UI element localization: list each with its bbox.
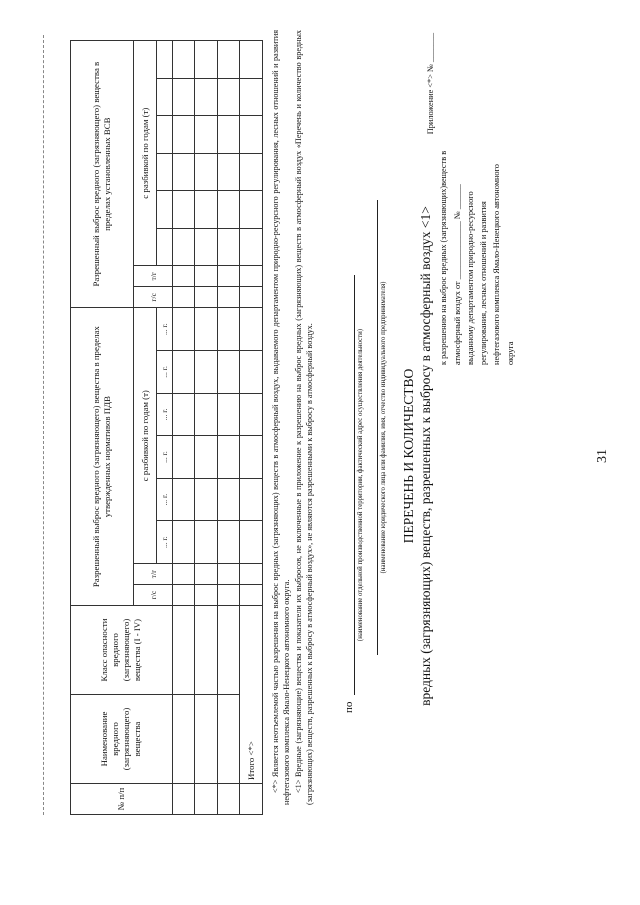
table-cell bbox=[217, 266, 240, 287]
appendix-line: нефтегазового комплекса Ямало-Ненецкого автономного bbox=[492, 164, 502, 365]
year-cell-empty bbox=[156, 41, 172, 79]
year-cell: ... г. bbox=[156, 478, 172, 521]
table-cell bbox=[195, 266, 218, 287]
table-cell bbox=[195, 308, 218, 351]
table-cell bbox=[195, 606, 218, 695]
table-cell bbox=[217, 564, 240, 585]
header-vsv-years: с разбивкой по годам (т) bbox=[134, 41, 157, 266]
table-cell bbox=[195, 436, 218, 479]
table-cell bbox=[217, 695, 240, 784]
year-cell-empty bbox=[156, 116, 172, 154]
table-cell bbox=[217, 351, 240, 394]
header-pdv-years: с разбивкой по годам (т) bbox=[134, 308, 157, 564]
table-cell bbox=[240, 266, 263, 287]
title-line-2: вредных (загрязняющих) веществ, разрешенных к выбросу в атмосферный воздух <1> bbox=[418, 206, 433, 706]
table-cell bbox=[195, 478, 218, 521]
table-cell bbox=[217, 436, 240, 479]
appendix-block bbox=[424, 33, 517, 365]
table-cell bbox=[240, 116, 263, 154]
table-cell bbox=[172, 228, 195, 266]
table-cell bbox=[195, 41, 218, 79]
year-cell-empty bbox=[156, 191, 172, 229]
title-line-1: ПЕРЕЧЕНЬ И КОЛИЧЕСТВО bbox=[401, 368, 416, 544]
document-title bbox=[400, 97, 434, 815]
footnote-2: <1> Вредные (загрязняющие) вещества и показатели их выбросов, не включенные в приложение к разрешению на выброс вредных (загрязняющих) веществ в атмосферный воздух «Перечень и количество вредных (загрязняющих) веществ, разрешенных к выбросу в атмосферный воздух», не являются разрешенными к выбросу в атмосферный воздух. bbox=[293, 30, 315, 805]
table-cell bbox=[240, 153, 263, 191]
table-cell bbox=[240, 41, 263, 79]
table-cell bbox=[172, 41, 195, 79]
table-header-row bbox=[71, 41, 134, 815]
table-row bbox=[195, 41, 218, 815]
year-cell-empty bbox=[156, 228, 172, 266]
appendix-title-text: Приложение <*> № bbox=[426, 64, 435, 135]
header-pdv: Разрешенный выброс вредного (загрязняющего) вещества в пределах утвержденных нормативов ПДВ bbox=[71, 308, 134, 606]
year-cell: ... г. bbox=[156, 308, 172, 351]
appendix-line: выданному департаментом природно-ресурсного bbox=[465, 191, 475, 365]
table-cell bbox=[195, 191, 218, 229]
table-cell bbox=[240, 784, 263, 815]
table-row bbox=[172, 41, 195, 815]
appendix-line-text: атмосферный воздух от bbox=[452, 281, 462, 365]
header-pdv-gs: г/с bbox=[134, 585, 173, 606]
table-cell bbox=[172, 308, 195, 351]
table-cell bbox=[240, 521, 263, 564]
table-cell bbox=[172, 695, 195, 784]
year-cell-empty bbox=[156, 78, 172, 116]
table-cell bbox=[240, 308, 263, 351]
table-cell bbox=[172, 153, 195, 191]
appendix-line: атмосферный воздух от ______________ № ______ bbox=[452, 184, 462, 365]
table-cell bbox=[217, 784, 240, 815]
table-cell bbox=[217, 521, 240, 564]
table-cell bbox=[240, 191, 263, 229]
appendix-title: Приложение <*> № _______ bbox=[426, 33, 435, 135]
year-cell: ... г. bbox=[156, 351, 172, 394]
header-num: № п/п bbox=[71, 784, 173, 815]
header-vsv: Разрешенный выброс вредного (загрязняющего) вещества в пределах установленных ВСВ bbox=[71, 41, 134, 308]
header-vsv-tg: т/г bbox=[134, 266, 173, 287]
appendix-line: регулирования, лесных отношений и развития bbox=[479, 201, 489, 365]
total-label: Итого <*> bbox=[240, 606, 263, 784]
table-cell bbox=[172, 585, 195, 606]
table-cell bbox=[240, 287, 263, 308]
table-cell bbox=[240, 436, 263, 479]
table-cell bbox=[172, 564, 195, 585]
table-cell bbox=[217, 153, 240, 191]
table-cell bbox=[217, 78, 240, 116]
table-cell bbox=[172, 436, 195, 479]
territory-caption: (наименование отдельной производственной территории, фактический адрес осуществления деятельности) bbox=[357, 328, 364, 642]
table-cell bbox=[240, 78, 263, 116]
table-cell bbox=[240, 351, 263, 394]
separator-line bbox=[43, 35, 44, 815]
table-cell bbox=[195, 784, 218, 815]
table-cell bbox=[172, 393, 195, 436]
table-cell bbox=[217, 41, 240, 79]
table-cell bbox=[195, 585, 218, 606]
table-cell bbox=[217, 287, 240, 308]
header-name: Наименование вредного (загрязняющего) вещества bbox=[71, 695, 173, 784]
year-cell: ... г. bbox=[156, 393, 172, 436]
table-cell bbox=[217, 228, 240, 266]
year-cell-empty bbox=[156, 153, 172, 191]
table-cell bbox=[195, 78, 218, 116]
page-number: 31 bbox=[595, 449, 610, 463]
appendix-line: к разрешению на выброс вредных (загрязняющих)веществ в bbox=[439, 150, 449, 365]
table-cell bbox=[195, 153, 218, 191]
table-cell bbox=[217, 191, 240, 229]
table-cell bbox=[217, 478, 240, 521]
table-cell bbox=[240, 393, 263, 436]
table-cell bbox=[217, 308, 240, 351]
table-cell bbox=[195, 521, 218, 564]
table-cell bbox=[217, 585, 240, 606]
footnotes bbox=[270, 30, 316, 805]
header-vsv-gs: г/с bbox=[134, 287, 173, 308]
table-cell bbox=[172, 478, 195, 521]
table-cell bbox=[195, 228, 218, 266]
footnote-1: <*> Является неотъемлемой частью разрешения на выброс вредных (загрязняющих) веществ в атмосферный воздух, выдаваемого департаментом природно-ресурсного регулирования, лесных отношений и развития нефтегазового комплекса Ямало-Ненецкого автономного округа. bbox=[271, 30, 292, 805]
table-cell bbox=[172, 266, 195, 287]
table-cell bbox=[195, 351, 218, 394]
appendix-number-label: № bbox=[452, 211, 462, 220]
appendix-line: округа bbox=[505, 341, 515, 365]
year-cell: ... г. bbox=[156, 521, 172, 564]
table-cell bbox=[240, 478, 263, 521]
header-class: Класс опасности вредного (загрязняющего) вещества (I - IV) bbox=[71, 606, 173, 695]
table-cell bbox=[195, 287, 218, 308]
table-cell bbox=[195, 564, 218, 585]
po-label: по bbox=[343, 701, 355, 713]
table-row bbox=[217, 41, 240, 815]
table-cell bbox=[172, 784, 195, 815]
header-pdv-tg: т/г bbox=[134, 564, 173, 585]
table-cell bbox=[172, 116, 195, 154]
table-cell bbox=[172, 78, 195, 116]
table-cell bbox=[240, 564, 263, 585]
table-cell bbox=[172, 521, 195, 564]
table-cell bbox=[240, 585, 263, 606]
table-cell bbox=[217, 606, 240, 695]
table-cell bbox=[172, 606, 195, 695]
table-cell bbox=[172, 191, 195, 229]
table-cell bbox=[217, 393, 240, 436]
table-cell bbox=[172, 351, 195, 394]
substances-table bbox=[70, 40, 263, 815]
table-cell bbox=[172, 287, 195, 308]
org-caption: (наименование юридического лица или фамилия, имя, отчество индивидуального предпринимателя) bbox=[380, 281, 387, 574]
table-cell bbox=[217, 116, 240, 154]
table-cell bbox=[195, 393, 218, 436]
year-cell: ... г. bbox=[156, 436, 172, 479]
table-cell bbox=[195, 116, 218, 154]
table-cell bbox=[195, 695, 218, 784]
org-name-line bbox=[377, 200, 378, 655]
territory-line bbox=[354, 275, 355, 695]
table-cell bbox=[240, 228, 263, 266]
table-total-row bbox=[240, 41, 263, 815]
